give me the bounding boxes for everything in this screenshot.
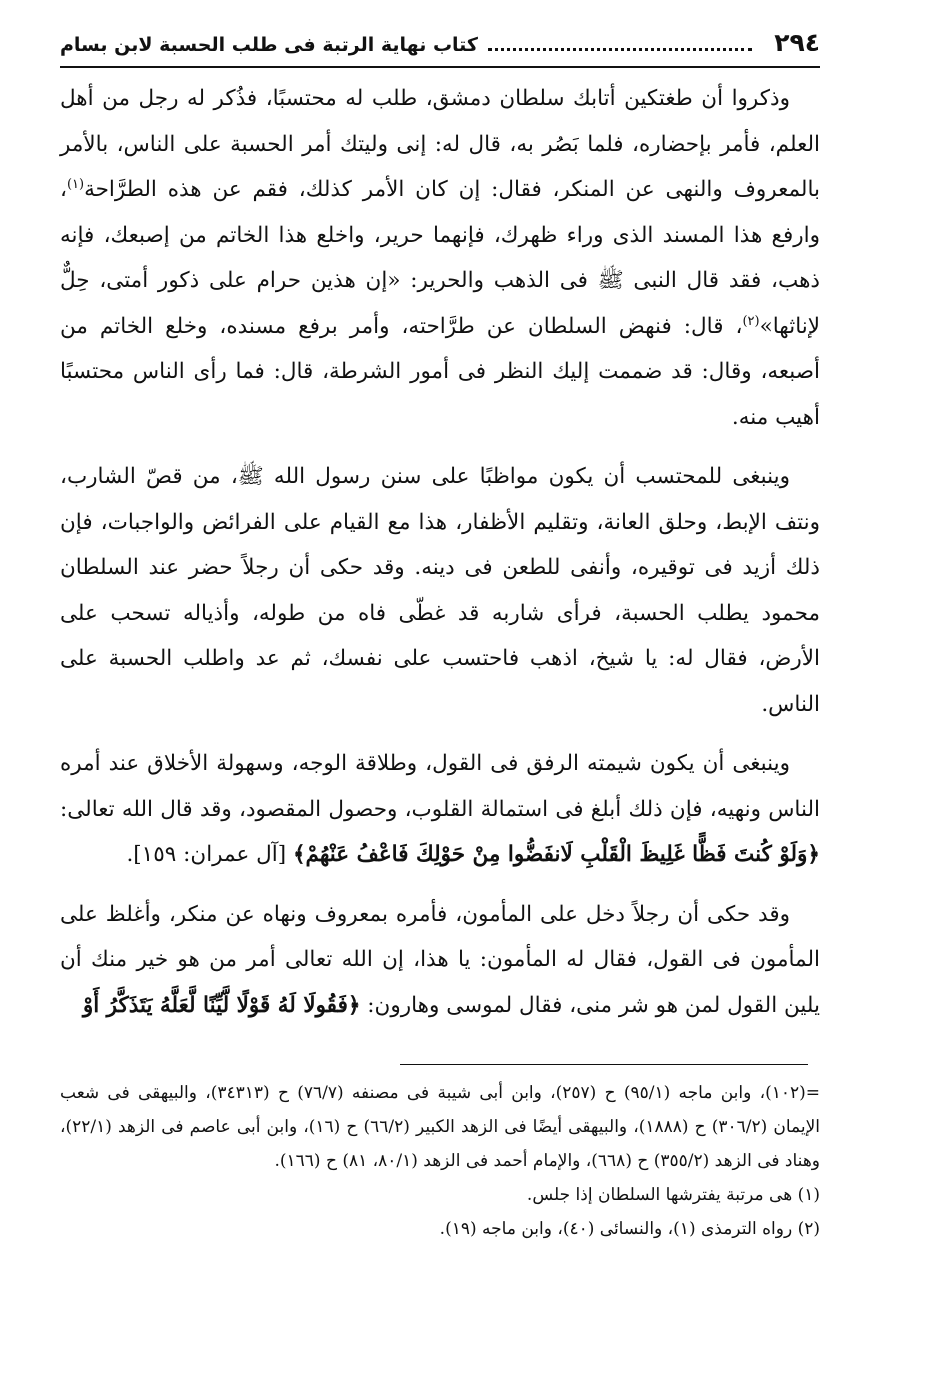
text-segment: ، قال: فنهض السلطان عن طرَّاحته، وأمر برفع مسنده، وخلع الخاتم من أصبعه، وقال: قد ضممت إليك النظر فى أمور الشرطة، قال: فما رأى الناس محتسبًا أهيب منه.: [60, 313, 820, 430]
text-segment: وينبغى للمحتسب أن يكون مواظبًا على سنن رسول الله ﷺ، من قصّ الشارب، ونتف الإبط، وحلق العانة، وتقليم الأظفار، هذا مع القيام على الفرائض والواجبات، فإن ذلك أزيد فى توقيره، وأنفى للطعن فى دينه. وقد حكى أن رجلاً حضر عند السلطان محمود يطلب الحسبة، فرأى شاربه قد غطّى فاه من طوله، وأذياله تسحب على الأرض، فقال له: يا شيخ، اذهب فاحتسب على نفسك، ثم عد واطلب الحسبة على الناس.: [60, 464, 820, 717]
body-text: [60, 76, 820, 1028]
quran-verse: ﴿وَلَوْ كُنتَ فَظًّا غَلِيظَ الْقَلْبِ لَانفَضُّوا مِنْ حَوْلِكَ فَاعْفُ عَنْهُمْ﴾: [292, 842, 820, 867]
paragraph-4: [60, 892, 820, 1029]
footnote-2: (٢) رواه الترمذى (١)، والنسائى (٤٠)، وابن ماجه (١٩).: [439, 1219, 820, 1239]
running-head: [60, 28, 820, 68]
page-number: ٢٩٤: [774, 28, 820, 57]
paragraph-3: [60, 741, 820, 878]
book-title: كتاب نهاية الرتبة فى طلب الحسبة لابن بسام: [60, 34, 478, 56]
footnote-ref-1: (١): [66, 176, 85, 192]
quran-verse: ﴿فَقُولَا لَهُ قَوْلًا لَّيِّنًا لَّعَلَّهُ يَتَذَكَّرُ أَوْ: [82, 992, 361, 1018]
footnote-1: (١) هى مرتبة يفترشها السلطان إذا جلس.: [526, 1185, 820, 1205]
paragraph-2: [60, 454, 820, 727]
footnote-separator: [400, 1064, 808, 1065]
verse-citation: [آل عمران: ١٥٩].: [126, 842, 293, 867]
text-segment: وقد حكى أن رجلاً دخل على المأمون، فأمره بمعروف ونهاه عن منكر، وأغلظ على المأمون فى القول، فقال له المأمون: يا هذا، إن الله تعالى أمر من هو خير منك أن يلين القول لمن هو شر منى، فقال لموسى وهارون:: [60, 901, 820, 1018]
text-segment: وذكروا أن طغتكين أتابك سلطان دمشق، طلب له محتسبًا، فذُكر له رجل من أهل العلم، فأمر بإحضاره، فلما بَصُر به، قال له: إنى وليتك أمر الحسبة على الناس، بالأمر بالمعروف والنهى عن المنكر، فقال: إن كان الأمر كذلك، فقم عن هذه الطرَّاحة: [60, 86, 820, 202]
header-dot-leader: [488, 48, 752, 51]
footnote-continuation: =(١٠٢)، وابن ماجه (٩٥/١) ح (٢٥٧)، وابن أبى شيبة فى مصنفه (٧٦/٧) ح (٣٤٣١٣)، والبيهقى فى شعب الإيمان (٣٠٦/٢) ح (١٨٨٨)، والبيهقى أيضًا فى الزهد الكبير (٦٦/٢) ح (١٦)، وابن أبى عاصم فى الزهد (٢٢/١)، وهناد فى الزهد (٣٥٥/٢) ح (٦٦٨)، والإمام أحمد فى الزهد (٨٠/١، ٨١) ح (١٦٦).: [60, 1083, 821, 1171]
text-segment: وينبغى أن يكون شيمته الرفق فى القول، وطلاقة الوجه، وسهولة الأخلاق عند أمره الناس ونهيه، فإن ذلك أبلغ فى استمالة القلوب، وحصول المقصود، وقد قال الله تعالى:: [60, 751, 820, 822]
text-segment: ، وارفع هذا المسند الذى وراء ظهرك، فإنهما حرير، واخلع هذا الخاتم من إصبعك، فإنه ذهب، فقد قال النبى ﷺ فى الذهب والحرير: «إن هذين حرام على ذكور أمتى، حِلٌّ لإناثها»: [60, 177, 820, 339]
paragraph-1: [60, 76, 820, 440]
footnotes: [60, 1076, 820, 1246]
page: [60, 28, 820, 1042]
footnote-ref-2: (٢): [742, 313, 760, 329]
